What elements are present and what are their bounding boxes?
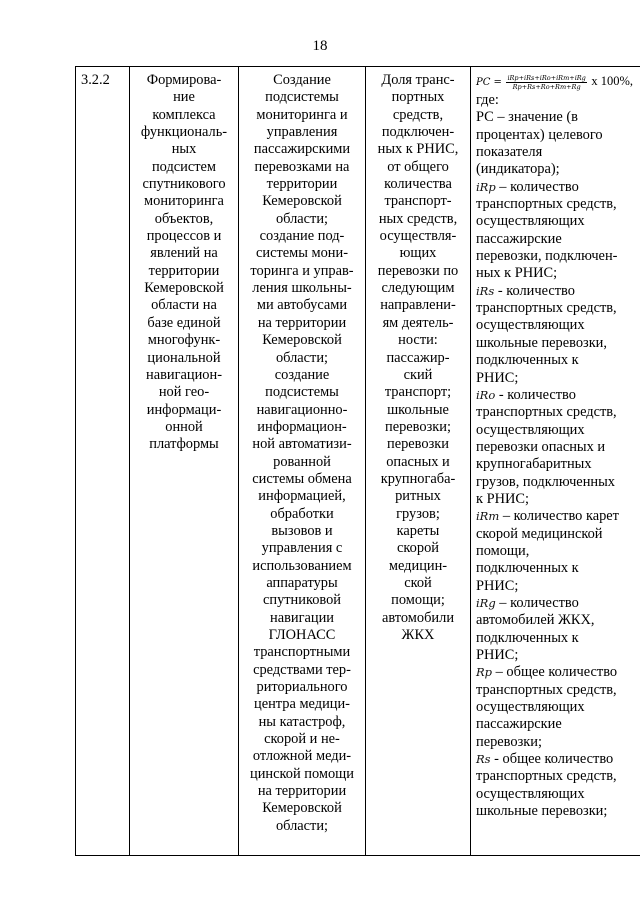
indicator-line: портных <box>391 89 445 106</box>
definition-line <box>476 526 640 543</box>
definition-text: показателя <box>476 144 543 161</box>
indicator-line: ных к РНИС, <box>377 141 459 158</box>
action-line: риториального <box>256 679 348 696</box>
name-line: информаци- <box>146 401 222 418</box>
action-line: спутниковой <box>262 592 342 609</box>
definition-text: школьные перевозки; <box>476 803 608 820</box>
where-label: где: <box>476 92 499 108</box>
indicator-line: ский <box>403 366 433 383</box>
action-line: системы мони- <box>255 245 349 262</box>
name-line: навигацион- <box>146 366 222 383</box>
cell-action <box>239 67 366 856</box>
definition-line <box>476 716 640 733</box>
definition-line <box>476 578 640 595</box>
definition-text: – количество <box>495 178 579 195</box>
definition-line <box>476 751 640 768</box>
definition-line <box>476 179 640 196</box>
indicator-line: средств, <box>392 106 444 123</box>
indicator-line: медицин- <box>388 557 448 574</box>
definition-line <box>476 265 640 282</box>
indicator-line: перевозки; <box>385 418 451 435</box>
variable-symbol: iRg <box>476 595 496 610</box>
definition-line <box>476 543 640 560</box>
action-line: ми автобусами <box>256 297 348 314</box>
indicator-line: количества <box>384 176 452 193</box>
definition-text: осуществляющих <box>476 785 585 802</box>
action-line: рованной <box>273 453 331 470</box>
definition-text: пассажирские <box>476 716 562 733</box>
definition-line <box>476 595 640 612</box>
definition-text: (индикатора); <box>476 161 560 178</box>
action-line: мониторинга и <box>256 106 348 123</box>
variable-symbol: Rp <box>476 665 493 680</box>
definition-text: скорой медицинской <box>476 525 603 542</box>
name-line: базе единой <box>147 314 221 331</box>
definition-line <box>476 439 640 456</box>
definition-line <box>476 283 640 300</box>
definition-text: - количество <box>494 282 575 299</box>
indicator-line: пассажир- <box>386 349 450 366</box>
indicator-line: следующим <box>381 280 455 297</box>
indicator-line: перевозки по <box>377 262 459 279</box>
indicator-line: автомобили <box>381 609 455 626</box>
formula-denominator: Rp+Rs+Ro+Rm+Rg <box>512 83 581 92</box>
cell-indicator <box>366 67 471 856</box>
indicator-line: ям деятель- <box>382 314 454 331</box>
name-line: области на <box>151 297 217 314</box>
definition-line <box>476 300 640 317</box>
table-row <box>76 67 640 856</box>
definition-text: перевозки опасных и <box>476 438 606 455</box>
definition-line <box>476 612 640 629</box>
definition-line <box>476 508 640 525</box>
action-line: управления с <box>261 540 343 557</box>
definition-line <box>476 734 640 751</box>
action-line: на территории <box>257 314 347 331</box>
action-line: создание под- <box>259 228 345 245</box>
definition-text: – общее количество <box>492 664 618 681</box>
definition-text: перевозки; <box>476 733 542 750</box>
indicator-line: перевозки <box>387 436 449 453</box>
definition-line <box>476 456 640 473</box>
indicator-line: ющих <box>399 245 437 262</box>
indicator-line: опасных и <box>386 453 450 470</box>
definition-line <box>476 647 640 664</box>
variable-symbol: iRp <box>476 179 496 194</box>
page-number: 18 <box>312 38 328 54</box>
definitions-list <box>476 109 640 820</box>
definition-text: автомобилей ЖКХ, <box>476 612 595 629</box>
definition-line <box>476 387 640 404</box>
definition-line <box>476 335 640 352</box>
action-line: ной автоматизи- <box>252 436 352 453</box>
indicator-line: грузов; <box>396 505 440 522</box>
indicator-line: ской <box>404 574 432 591</box>
indicator-line: скорой <box>397 540 439 557</box>
definition-line <box>476 786 640 803</box>
variable-symbol: iRm <box>476 509 500 524</box>
action-line: области; <box>275 349 329 366</box>
definition-text: пассажирские <box>476 230 562 247</box>
definition-line <box>476 144 640 161</box>
definition-text: к РНИС; <box>476 490 529 507</box>
indicator-line: транспорт; <box>384 384 452 401</box>
action-line: подсистемы <box>265 384 339 401</box>
definition-line <box>476 404 640 421</box>
action-line: ны катастроф, <box>258 713 346 730</box>
action-line: перевозками на <box>254 158 350 175</box>
name-line: платформы <box>149 436 219 453</box>
definition-line <box>476 370 640 387</box>
indicator-line: кареты <box>396 522 440 539</box>
definition-line <box>476 474 640 491</box>
action-line: аппаратуры <box>266 574 338 591</box>
definition-text: процентах) целевого <box>476 126 603 143</box>
definition-line <box>476 664 640 681</box>
action-line: подсистемы <box>265 89 339 106</box>
action-line: навигационно- <box>256 401 348 418</box>
action-line: торинга и управ- <box>250 262 354 279</box>
program-table <box>75 66 640 856</box>
name-line: процессов и <box>146 228 222 245</box>
action-line: ления школьны- <box>252 280 352 297</box>
definition-text: грузов, подключенных <box>476 473 615 490</box>
name-line: мониторинга <box>144 193 224 210</box>
variable-symbol: iRo <box>476 387 496 402</box>
action-line: вызовов и <box>271 522 333 539</box>
action-line: средствами тер- <box>253 661 351 678</box>
definition-text: РНИС; <box>476 647 519 663</box>
formula <box>476 72 640 92</box>
action-line: ГЛОНАСС <box>268 627 336 643</box>
action-line: цинской помощи <box>250 765 354 782</box>
name-line: ных <box>171 141 197 158</box>
definition-text: осуществляющих <box>476 421 585 438</box>
item-number: 3.2.2 <box>81 72 110 88</box>
definition-line <box>476 109 640 126</box>
definition-text: РНИС; <box>476 369 519 386</box>
action-line: обработки <box>270 505 334 522</box>
name-line: функциональ- <box>140 124 228 141</box>
cell-number <box>76 67 130 856</box>
variable-symbol: Rs <box>476 752 491 767</box>
indicator-line: крупногаба- <box>380 470 456 487</box>
action-line: системы обмена <box>252 470 352 487</box>
indicator-line: транспорт- <box>384 193 452 210</box>
definition-line <box>476 231 640 248</box>
action-line: на территории <box>257 783 347 800</box>
indicator-line: направлени- <box>380 297 456 314</box>
definition-text: крупногабаритных <box>476 456 592 473</box>
name-line: многофунк- <box>147 332 221 349</box>
name-line: подсистем <box>151 158 217 175</box>
definition-line <box>476 352 640 369</box>
action-line: области; <box>275 817 329 834</box>
action-line: территории <box>266 176 338 193</box>
definition-text: осуществляющих <box>476 317 585 334</box>
name-line: спутникового <box>142 176 226 193</box>
indicator-line: Доля транс- <box>381 72 455 88</box>
definition-text: – количество <box>495 594 579 611</box>
definition-text: транспортных средств, <box>476 196 617 213</box>
action-line: транспортными <box>253 644 351 661</box>
definition-line <box>476 682 640 699</box>
indicator-line: ности: <box>398 332 438 349</box>
definition-line <box>476 248 640 265</box>
name-line: Формирова- <box>146 72 222 88</box>
name-line: Кемеровской <box>144 280 224 297</box>
definition-text: - общее количество <box>490 751 614 768</box>
definition-text: транспортных средств, <box>476 768 617 785</box>
definition-text: подключенных к <box>476 352 579 369</box>
indicator-line: подключен- <box>381 124 455 141</box>
definition-line <box>476 127 640 144</box>
formula-suffix: х 100%, <box>591 74 633 88</box>
definition-text: ных к РНИС; <box>476 265 558 282</box>
definition-text: подключенных к <box>476 629 579 646</box>
name-line: онной <box>165 418 203 435</box>
definition-text: перевозки, подключен- <box>476 248 618 265</box>
definition-line <box>476 630 640 647</box>
action-line: области; <box>275 210 329 227</box>
action-line: Кемеровской <box>262 800 342 817</box>
definition-line <box>476 422 640 439</box>
variable-symbol: iRs <box>476 283 495 298</box>
definition-line <box>476 768 640 785</box>
indicator-line: помощи; <box>391 592 445 609</box>
action-line: информацион- <box>257 418 347 435</box>
action-line: отложной меди- <box>252 748 352 765</box>
action-line: Кемеровской <box>262 332 342 349</box>
definition-text: осуществляющих <box>476 699 585 716</box>
definition-line <box>476 317 640 334</box>
definition-text: школьные перевозки, <box>476 334 607 351</box>
definition-text: РС – значение (в <box>476 109 578 126</box>
cell-name <box>130 67 239 856</box>
action-line: пассажирскими <box>253 141 351 158</box>
action-line: центра медици- <box>254 696 350 713</box>
definition-text: - количество <box>495 386 576 403</box>
definition-text: осуществляющих <box>476 213 585 230</box>
definition-text: транспортных средств, <box>476 681 617 698</box>
action-line: Создание <box>273 72 331 88</box>
name-line: комплекса <box>152 106 216 123</box>
name-line: явлений на <box>150 245 218 262</box>
definition-text: транспортных средств, <box>476 300 617 317</box>
definition-line <box>476 560 640 577</box>
definition-text: РНИС; <box>476 577 519 594</box>
definition-line <box>476 213 640 230</box>
name-line: ной гео- <box>158 384 210 401</box>
definition-text: транспортных средств, <box>476 404 617 421</box>
indicator-line: ЖКХ <box>401 627 435 643</box>
name-line: объектов, <box>154 210 214 227</box>
formula-lhs: PC = <box>476 77 502 88</box>
definition-line <box>476 699 640 716</box>
definition-line <box>476 491 640 508</box>
name-line: территории <box>148 262 220 279</box>
action-line: создание <box>274 366 330 383</box>
definition-text: помощи, <box>476 542 530 559</box>
definition-line <box>476 803 640 820</box>
cell-formula <box>471 67 640 856</box>
action-line: Кемеровской <box>262 193 342 210</box>
action-line: навигации <box>270 609 334 626</box>
indicator-line: ритных <box>395 488 441 505</box>
formula-numerator: iRp+iRs+iRo+iRm+iRg <box>507 74 586 83</box>
formula-fraction <box>506 74 586 91</box>
definition-line <box>476 161 640 178</box>
action-line: управления <box>266 124 338 141</box>
indicator-line: осуществля- <box>379 228 457 245</box>
name-line: циональной <box>147 349 221 366</box>
action-line: информацией, <box>258 488 346 505</box>
indicator-line: ных средств, <box>378 210 458 227</box>
action-line: использованием <box>252 557 352 574</box>
definition-text: – количество карет <box>499 508 619 525</box>
name-line: ние <box>173 89 195 106</box>
definition-text: подключенных к <box>476 560 579 577</box>
indicator-line: от общего <box>387 158 449 175</box>
definition-line <box>476 196 640 213</box>
action-line: скорой и не- <box>264 731 340 748</box>
indicator-line: школьные <box>387 401 449 418</box>
